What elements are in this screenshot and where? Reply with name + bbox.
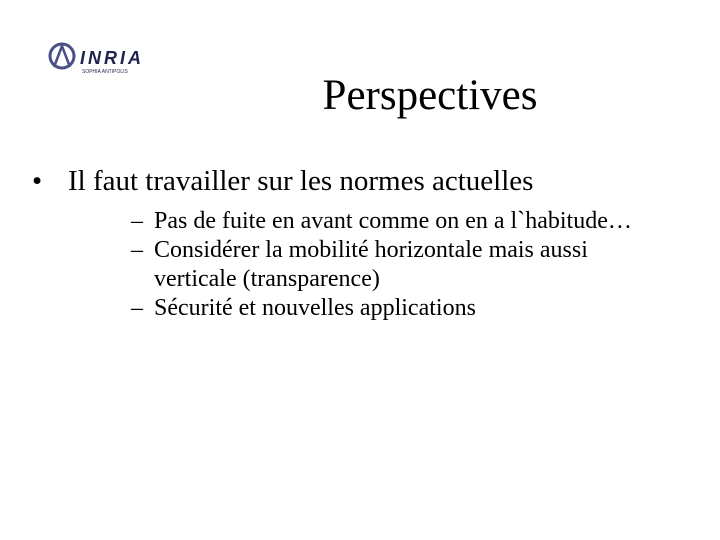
dash-mark: – [131, 295, 143, 321]
sub-bullet-text: Considérer la mobilité horizontale mais aussi verticale (transparence) [154, 237, 588, 292]
sub-bullet-list [68, 207, 692, 323]
sub-bullet-item [68, 207, 674, 236]
bullet-item [32, 161, 692, 323]
dash-mark: – [131, 237, 143, 263]
sub-bullet-item [68, 236, 674, 294]
dash-mark: – [131, 208, 143, 234]
sub-bullet-text: Sécurité et nouvelles applications [154, 295, 476, 321]
logo-brand-text: INRIA [80, 48, 144, 68]
slide-title: Perspectives [322, 72, 538, 119]
bullet-text: Il faut travailler sur les normes actuelles [68, 165, 534, 197]
bullet-list [32, 161, 692, 323]
sub-bullet-text: Pas de fuite en avant comme on en a l`habitude… [154, 208, 632, 234]
bullet-mark: • [32, 165, 43, 197]
logo-tagline-text: SOPHIA ANTIPOLIS [82, 69, 128, 75]
sub-bullet-item [68, 294, 674, 323]
